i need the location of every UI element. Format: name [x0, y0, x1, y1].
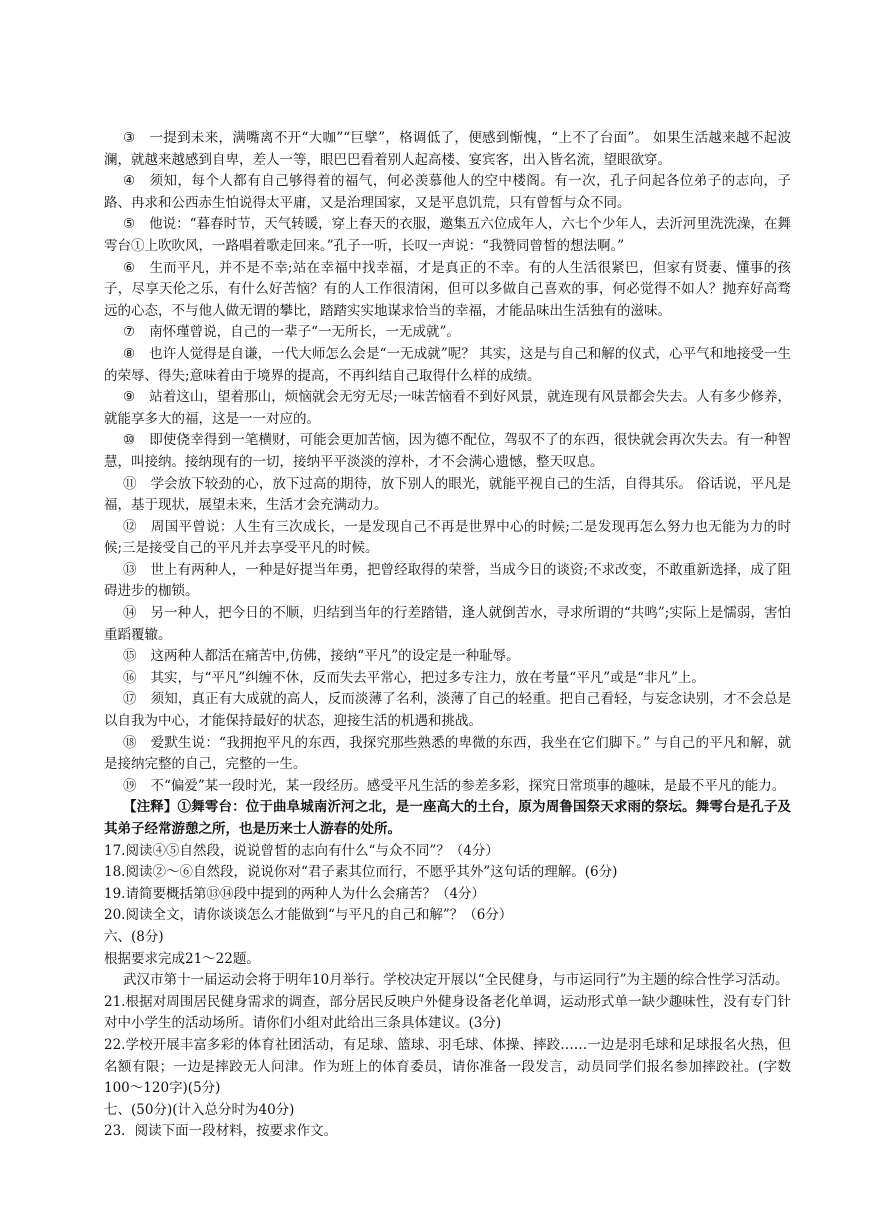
paragraph-text: 生而平凡，并不是不幸;站在幸福中找幸福，才是真正的不幸。有的人生活很紧巴，但家有贤妻、懂事的孩子，尽享天伦之乐，有什么好苦恼？有的人工作很清闲，但可以多做自己喜欢的事，何必觉得不如人？抛弃好高骛远的心态，不与他人做无谓的攀比，踏踏实实地谋求恰当的幸福，才能品味出生活独有的滋味。 — [104, 259, 791, 319]
document-body — [104, 128, 791, 1143]
article-paragraph — [104, 128, 791, 171]
paragraph-text: 其实，与“平凡”纠缠不休，反而失去平常心，把过多专注力，放在考量“平凡”或是“非凡”上。 — [150, 669, 705, 686]
article-paragraph — [104, 776, 791, 798]
article-paragraph — [104, 689, 791, 732]
paragraph-number: ⑧ — [123, 345, 136, 362]
paragraph-number: ⑩ — [123, 432, 136, 449]
paragraph-text: 须知，真正有大成就的高人，反而淡薄了名利，淡薄了自己的轻重。把自己看轻，与妄念诀别，才不会总是以自我为中心，才能保持最好的状态，迎接生活的机遇和挑战。 — [104, 691, 792, 730]
article-paragraph — [104, 430, 791, 473]
question-18: 18.阅读②～⑥自然段，说说你对“君子素其位而行，不愿乎其外”这句话的理解。(6分) — [104, 864, 618, 881]
question-17: 17.阅读④⑤自然段，说说曾皙的志向有什么“与众不同”？（4分） — [104, 842, 499, 859]
article-paragraph — [104, 646, 791, 668]
paragraph-text: 这两种人都活在痛苦中,仿佛，接纳“平凡”的设定是一种耻辱。 — [150, 648, 520, 665]
article-paragraph — [104, 603, 791, 646]
paragraph-number: ⑭ — [123, 605, 137, 622]
paragraph-text: 即使侥幸得到一笔横财，可能会更加苦恼，因为德不配位，驾驭不了的东西，很快就会再次失去。有一种智慧，叫接纳。接纳现有的一切，接纳平平淡淡的淳朴，才不会满心遗憾，整天叹息。 — [104, 432, 791, 470]
paragraph-number: ⑨ — [123, 389, 136, 406]
section-6-heading: 六、(8分) — [104, 928, 164, 945]
section-6-intro: 根据要求完成21～22题。 — [104, 950, 260, 967]
annotation-note: 【注释】①舞雩台：位于曲阜城南沂河之北，是一座高大的土台，原为周鲁国祭天求雨的祭坛。舞雩台是孔子及其弟子经常游憩之所，也是历来士人游春的处所。 — [104, 799, 791, 837]
question-21: 21.根据对周围居民健身需求的调查，部分居民反映户外健身设备老化单调，运动形式单一缺少趣味性，没有专门针对中小学生的活动场所。请你们小组对此给出三条具体建议。(3分) — [104, 993, 791, 1032]
question-22: 22.学校开展丰富多彩的体育社团活动，有足球、篮球、羽毛球、体操、摔跤……一边是羽毛球和足球报名火热，但名额有限；一边是摔跤无人问津。作为班上的体育委员，请你准备一段发言，动员同学们报名参加摔跤社。(字数100～120字)(5分) — [104, 1036, 791, 1097]
section-7-heading: 七、(50分)(计入总分时为40分) — [104, 1101, 295, 1118]
paragraph-number: ⑤ — [123, 216, 136, 233]
paragraph-text: 不“偏爱”某一段时光，某一段经历。感受平凡生活的参差多彩，探究日常琐事的趣味，是最不平凡的能力。 — [150, 777, 786, 794]
article-paragraph — [104, 668, 791, 690]
paragraph-number: ⑪ — [123, 475, 137, 492]
paragraph-text: 世上有两种人，一种是好提当年勇，把曾经取得的荣誉，当成今日的谈资;不求改变，不敢重新选择，成了阻碍进步的枷锁。 — [104, 561, 792, 600]
paragraph-text: 站着这山，望着那山，烦恼就会无穷无尽;一味苦恼看不到好风景，就连现有风景都会失去。人有多少修养，就能享多大的福，这是一一对应的。 — [104, 389, 792, 427]
paragraph-number: ⑬ — [123, 561, 137, 578]
paragraph-number: ⑯ — [123, 669, 137, 686]
paragraph-text: 一提到未来，满嘴离不开“大咖”“巨擘”，格调低了，便感到惭愧，“上不了台面”。 如果生活越来越不起波澜，就越来越感到自卑，差人一等，眼巴巴看着别人起高楼、宴宾客，出入皆名流，望眼欲穿。 — [104, 130, 792, 168]
paragraph-text: 爱默生说：“我拥抱平凡的东西，我探究那些熟悉的卑微的东西，我坐在它们脚下。” 与自己的平凡和解，就是接纳完整的自己，完整的一生。 — [104, 734, 792, 773]
article-paragraph — [104, 214, 791, 257]
article-paragraph — [104, 517, 791, 560]
question-19: 19.请简要概括第⑬⑭段中提到的两种人为什么会痛苦？（4分） — [104, 885, 486, 902]
article-paragraph — [104, 474, 791, 517]
question-23: 23．阅读下面一段材料，按要求作文。 — [104, 1123, 338, 1140]
paragraph-text: 南怀瑾曾说，自己的一辈子“一无所长，一无成就”。 — [149, 324, 460, 341]
paragraph-text: 也许人觉得是自谦，一代大师怎么会是“一无成就”呢？ 其实，这是与自己和解的仪式，心平气和地接受一生的荣辱、得失;意味着由于境界的提高，不再纠结自己取得什么样的成绩。 — [104, 345, 792, 384]
paragraph-number: ④ — [123, 173, 136, 190]
question-20: 20.阅读全文，请你谈谈怎么才能做到“与平凡的自己和解”？（6分） — [104, 907, 513, 924]
article-paragraph — [104, 171, 791, 214]
article-paragraph — [104, 387, 791, 430]
questions-list — [104, 841, 791, 927]
paragraph-number: ③ — [123, 130, 136, 146]
paragraph-number: ⑲ — [123, 777, 137, 794]
article-paragraph — [104, 322, 791, 344]
article-paragraph — [104, 733, 791, 776]
paragraph-text: 学会放下较劲的心，放下过高的期待，放下别人的眼光，就能平视自己的生活，自得其乐。 俗话说，平凡是福，基于现状，展望未来，生活才会充满动力。 — [104, 475, 792, 514]
article-paragraph — [104, 560, 791, 603]
paragraph-number: ⑦ — [123, 324, 136, 341]
article-paragraph — [104, 344, 791, 387]
paragraph-text: 周国平曾说：人生有三次成长，一是发现自己不再是世界中心的时候;二是发现再怎么努力也无能为力的时候;三是接受自己的平凡并去享受平凡的时候。 — [104, 518, 791, 557]
article-paragraph — [104, 258, 791, 323]
paragraph-number: ⑰ — [123, 691, 137, 708]
section-6-context: 武汉市第十一届运动会将于明年10月举行。学校决定开展以“全民健身，与市运同行”为主题的综合性学习活动。 — [123, 972, 789, 989]
paragraph-number: ⑮ — [123, 648, 137, 665]
paragraph-text: 须知，每个人都有自己够得着的福气，何必羡慕他人的空中楼阁。有一次，孔子问起各位弟子的志向，子路、冉求和公西赤生怕说得太平庸，又是治理国家，又是平息饥荒，只有曾皙与众不同。 — [104, 173, 791, 211]
paragraph-number: ⑥ — [123, 259, 136, 276]
article-paragraphs — [104, 128, 791, 797]
paragraph-number: ⑫ — [123, 518, 137, 535]
paragraph-text: 他说：“暮春时节，天气转暖，穿上春天的衣服，邀集五六位成年人，六七个少年人，去沂河里洗洗澡，在舞雩台①上吹吹风，一路唱着歌走回来。”孔子一听，长叹一声说：“我赞同曾皙的想法啊。” — [104, 216, 791, 254]
paragraph-text: 另一种人，把今日的不顺，归结到当年的行差踏错，逢人就倒苦水，寻求所谓的“共鸣”;实际上是懦弱，害怕重蹈覆辙。 — [104, 605, 791, 643]
paragraph-number: ⑱ — [123, 734, 137, 751]
